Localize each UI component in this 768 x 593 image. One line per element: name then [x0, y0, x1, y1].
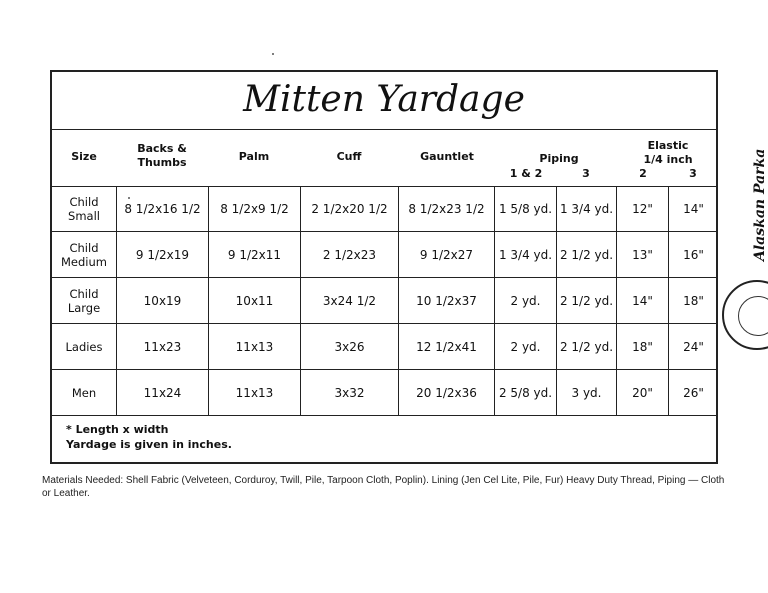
cell-piping-3: 2 1/2 yd. [559, 339, 614, 354]
cell-piping-1-2: 2 yd. [510, 293, 541, 308]
cell-piping-3: 2 1/2 yd. [559, 247, 614, 262]
header-backs-thumbs: Backs & Thumbs [137, 142, 187, 169]
materials-needed: Materials Needed: Shell Fabric (Velveteen, Corduroy, Twill, Pile, Tarpoon Cloth, Poplin). Lining (Jen Cel Lite, Pile, Fur) Heavy Duty Thread, Piping — Cloth or Leather. [42, 475, 725, 499]
cell-piping-3: 2 1/2 yd. [559, 293, 614, 308]
cell-cuff: 2 1/2x23 [322, 247, 377, 262]
cell-palm: 9 1/2x11 [227, 247, 282, 262]
cell-elastic-3: 26" [683, 385, 704, 400]
page-title: Mitten Yardage [243, 79, 525, 120]
cell-elastic-2: 18" [632, 339, 653, 354]
header-cuff: Cuff [336, 150, 362, 163]
header-piping-1-2: 1 & 2 [509, 167, 543, 180]
row-size: Child Large [67, 286, 101, 315]
header-elastic-3: 3 [689, 167, 697, 180]
header-gauntlet: Gauntlet [420, 150, 474, 163]
cell-backs: 9 1/2x19 [135, 247, 190, 262]
header-size: Size [71, 150, 97, 163]
cell-piping-1-2: 1 3/4 yd. [498, 247, 553, 262]
footnote [66, 422, 232, 452]
cell-elastic-3: 16" [683, 247, 704, 262]
footnote-line-1: * Length x width [66, 423, 169, 436]
rule-above-footnote [50, 415, 718, 416]
cell-cuff: 2 1/2x20 1/2 [311, 202, 388, 216]
row-size: Child Medium [61, 240, 107, 269]
cell-palm: 8 1/2x9 1/2 [220, 202, 289, 216]
cell-gauntlet: 20 1/2x36 [416, 385, 477, 400]
cell-palm: 11x13 [235, 339, 274, 354]
cell-elastic-2: 13" [632, 247, 653, 262]
header-piping: Piping [539, 152, 579, 165]
rule-under-title [50, 129, 718, 130]
cell-piping-1-2: 1 5/8 yd. [498, 202, 553, 216]
cell-palm: 10x11 [235, 293, 274, 308]
cell-gauntlet: 9 1/2x27 [419, 247, 474, 262]
cell-backs: 11x24 [143, 385, 182, 400]
side-title [740, 118, 768, 268]
cell-elastic-3: 14" [683, 202, 704, 216]
cell-gauntlet: 8 1/2x23 1/2 [408, 202, 485, 216]
header-elastic: Elastic 1/4 inch [643, 139, 693, 166]
header-elastic-2: 2 [639, 167, 647, 180]
speck [128, 197, 130, 199]
cell-backs: 10x19 [143, 293, 182, 308]
cell-piping-3: 3 yd. [571, 385, 602, 400]
cell-cuff: 3x26 [334, 339, 365, 354]
cell-piping-3: 1 3/4 yd. [559, 202, 614, 216]
cell-piping-1-2: 2 yd. [510, 339, 541, 354]
cell-palm: 11x13 [235, 385, 274, 400]
cell-elastic-3: 24" [683, 339, 704, 354]
row-size: Child Small [68, 195, 100, 223]
cell-backs: 11x23 [143, 339, 182, 354]
cell-elastic-2: 14" [632, 293, 653, 308]
speck [272, 53, 274, 55]
side-title-text: Alaskan Parka [752, 148, 768, 261]
stamp-seal [722, 280, 768, 350]
cell-elastic-2: 12" [632, 202, 653, 216]
cell-cuff: 3x24 1/2 [322, 293, 377, 308]
cell-gauntlet: 12 1/2x41 [416, 339, 477, 354]
stamp-inner-ring [738, 296, 768, 336]
cell-elastic-3: 18" [683, 293, 704, 308]
footnote-line-2: Yardage is given in inches. [66, 438, 232, 451]
cell-elastic-2: 20" [632, 385, 653, 400]
row-size: Ladies [65, 339, 103, 354]
header-piping-3: 3 [582, 167, 590, 180]
cell-piping-1-2: 2 5/8 yd. [498, 385, 553, 400]
header-palm: Palm [238, 150, 270, 163]
row-size: Men [71, 385, 97, 400]
cell-gauntlet: 10 1/2x37 [416, 293, 477, 308]
cell-cuff: 3x32 [334, 385, 365, 400]
cell-backs: 8 1/2x16 1/2 [124, 202, 201, 216]
